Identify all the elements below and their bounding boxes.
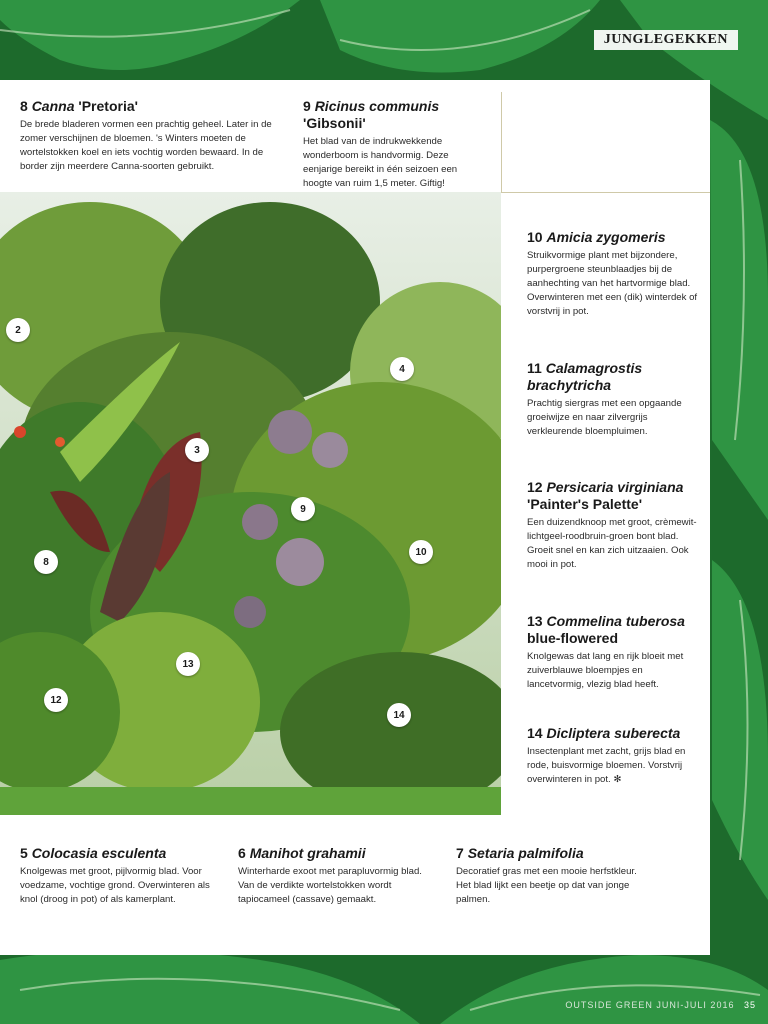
entry-13	[527, 613, 702, 692]
entry-6	[238, 845, 428, 907]
entry-7	[456, 845, 646, 907]
entry-cultivar: 'Gibsonii'	[303, 115, 366, 131]
photo-illustration	[0, 192, 501, 815]
plant-marker-4: 4	[390, 357, 414, 381]
entry-cultivar: 'Painter's Palette'	[527, 496, 643, 512]
entry-cultivar: blue-flowered	[527, 630, 619, 646]
entry-body: De brede bladeren vormen een prachtig geheel. Later in de zomer verschijnen de bloemen. 's Winters moeten de wortelstokken koel en iets vochtig worden bewaard. In de border zijn meerdere Canna-soorten gebruikt.	[20, 119, 272, 172]
entry-number: 10	[527, 229, 543, 245]
entry-number: 5	[20, 845, 28, 861]
entry-5	[20, 845, 210, 907]
entry-body: Een duizendknoop met groot, crèmewit-lichtgeel-roodbruin-groen bont blad. Groeit snel en kan zich uitzaaien. Ook mooi in pot.	[527, 517, 697, 570]
entry-scientific-name: Colocasia esculenta	[31, 845, 167, 861]
footer-text: OUTSIDE GREEN JUNI-JULI 2016	[565, 1000, 735, 1010]
entry-body: Struikvormige plant met bijzondere, purpergroene steunblaadjes bij de aanhechting van het hartvormige blad. Overwinteren met een (dik) winterdek of vorstvrij in pot.	[527, 250, 698, 317]
entry-number: 6	[238, 845, 246, 861]
garden-border-photo	[0, 192, 501, 815]
entry-scientific-name: Dicliptera suberecta	[546, 725, 681, 741]
entry-8	[20, 98, 280, 174]
entry-scientific-name: Ricinus communis	[314, 98, 440, 114]
plant-marker-2: 2	[6, 318, 30, 342]
entry-scientific-name: Commelina tuberosa	[546, 613, 685, 629]
page-number: 35	[743, 1000, 756, 1010]
entry-body: Winterharde exoot met parapluvormig blad. Van de verdikte wortelstokken wordt tapiocameel (cassave) gemaakt.	[238, 866, 422, 905]
plant-marker-12: 12	[44, 688, 68, 712]
entry-cultivar: 'Pretoria'	[74, 98, 138, 114]
entry-12	[527, 479, 702, 572]
entry-number: 12	[527, 479, 543, 495]
plant-marker-14: 14	[387, 703, 411, 727]
entry-scientific-name: Setaria palmifolia	[467, 845, 584, 861]
section-tag: JUNGLEGEKKEN	[594, 30, 738, 50]
entry-number: 8	[20, 98, 28, 114]
entry-number: 14	[527, 725, 543, 741]
entry-14	[527, 725, 702, 787]
plant-marker-13: 13	[176, 652, 200, 676]
entry-11	[527, 360, 702, 439]
entry-scientific-name: Manihot grahamii	[249, 845, 366, 861]
entry-body: Insectenplant met zacht, grijs blad en rode, buisvormige bloemen. Vorstvrij overwinteren in pot.	[527, 746, 686, 785]
entry-number: 11	[527, 360, 542, 376]
entry-scientific-name: Persicaria virginiana	[546, 479, 684, 495]
entry-body: Het blad van de indrukwekkende wonderboom is handvormig. Deze eenjarige bereikt in één seizoen een hoogte van ruim 1,5 meter. Giftig!	[303, 136, 458, 189]
entry-number: 13	[527, 613, 543, 629]
entry-scientific-name: Calamagrostis brachytricha	[527, 360, 643, 393]
entry-body: Decoratief gras met een mooie herfstkleur. Het blad lijkt een beetje op dat van jonge palmen.	[456, 866, 637, 905]
end-mark-icon: ✻	[610, 774, 622, 785]
plant-marker-8: 8	[34, 550, 58, 574]
page-footer	[565, 1000, 756, 1010]
entry-body: Knolgewas dat lang en rijk bloeit met zuiverblauwe bloempjes en lancetvormig, vlezig blad heeft.	[527, 651, 684, 690]
entry-number: 7	[456, 845, 464, 861]
entry-body: Prachtig siergras met een opgaande groeiwijze en naar zilvergrijs verkleurende bloempluimen.	[527, 398, 682, 437]
plant-marker-10: 10	[409, 540, 433, 564]
column-divider	[501, 92, 502, 192]
plant-marker-9: 9	[291, 497, 315, 521]
entry-number: 9	[303, 98, 311, 114]
plant-marker-3: 3	[185, 438, 209, 462]
entry-9	[303, 98, 489, 191]
entry-scientific-name: Amicia zygomeris	[546, 229, 666, 245]
entry-scientific-name: Canna	[31, 98, 75, 114]
entry-body: Knolgewas met groot, pijlvormig blad. Voor voedzame, vochtige grond. Overwinteren als knol (droog in pot) of als kamerplant.	[20, 866, 210, 905]
entry-10	[527, 229, 702, 319]
